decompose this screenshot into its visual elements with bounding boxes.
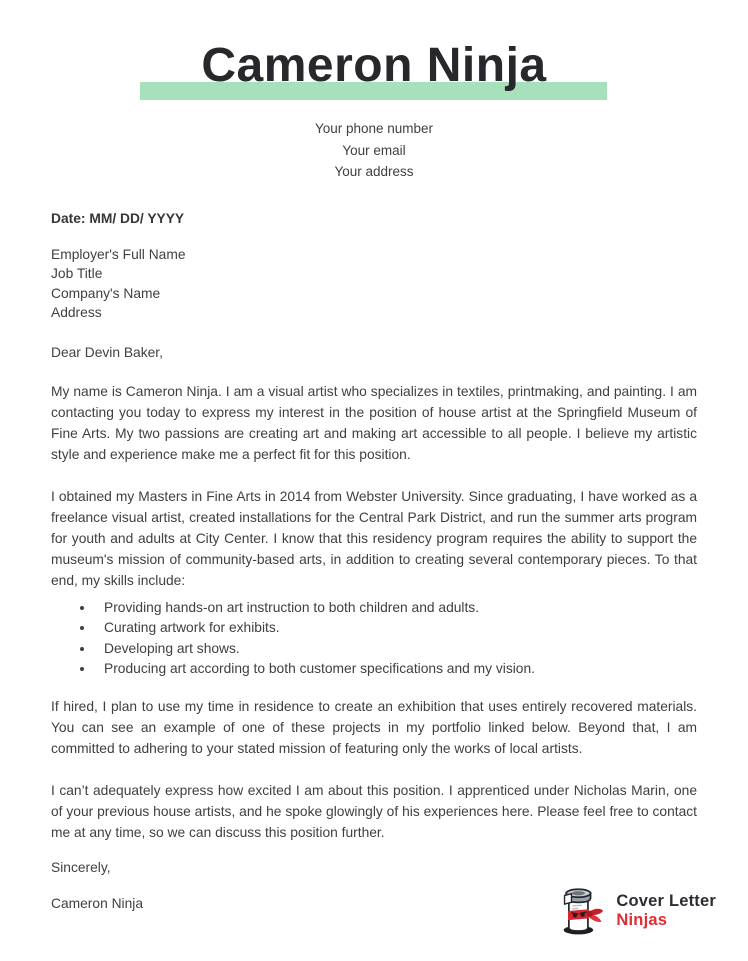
skill-item-3: • Developing art shows. (95, 639, 697, 660)
skills-list (51, 598, 697, 680)
letter-title: Cameron Ninja (201, 39, 547, 92)
logo-line2: Ninjas (616, 911, 668, 929)
paragraph-intro: My name is Cameron Ninja. I am a visual artist who specializes in textiles, printmaking, and painting. I am contacting you today to express my interest in the position of house artist at the Springfield Museum of Fine Arts. My two passions are creating art and making art accessible to all people. I believe my artistic style and experience make me a perfect fit for this position. (51, 383, 697, 462)
signature: Cameron Ninja (51, 895, 144, 911)
salutation: Dear Devin Baker, (51, 344, 163, 360)
recipient-employer-name: Employer's Full Name (51, 246, 186, 262)
letter-body (0, 211, 748, 914)
contact-address: Your address (334, 164, 414, 179)
skill-item-4: • Producing art according to both customer specifications and my vision. (95, 659, 697, 680)
logo-line1: Cover Letter (616, 892, 716, 910)
contact-phone: Your phone number (314, 121, 434, 136)
ninja-scroll-icon (555, 884, 607, 938)
brand-logo (555, 884, 716, 938)
recipient-address: Address (51, 305, 102, 320)
contact-email: Your email (342, 142, 406, 158)
closing: Sincerely, (51, 859, 111, 875)
paragraph-enthusiasm: I can’t adequately express how excited I am about this position. I apprenticed under Nicholas Marin, one of your previous house artists, and he spoke glowingly of his experiences here. Please feel free to contact me at any time, so we can discuss this position further. (51, 782, 697, 840)
recipient-job-title: Job Title (51, 266, 103, 281)
letter-header (0, 0, 748, 183)
recipient-company-name: Company's Name (51, 285, 161, 301)
skill-item-2: • Curating artwork for exhibits. (95, 618, 697, 639)
skill-item-1: • Providing hands-on art instruction to both children and adults. (95, 598, 697, 619)
contact-block (0, 118, 748, 183)
paragraph-plans: If hired, I plan to use my time in residence to create an exhibition that uses entirely recovered materials. You can see an example of one of these projects in my portfolio linked below. Beyond that, I am committed to adhering to your stated mission of featuring only the works of local artists. (51, 698, 697, 756)
brand-logo-text (616, 892, 716, 930)
recipient-block (51, 245, 697, 323)
paragraph-experience: I obtained my Masters in Fine Arts in 2014 from Webster University. Since graduating, I have worked as a freelance visual artist, created installations for the Central Park District, and run the summer arts program for youth and adults at City Center. I know that this residency program requires the ability to support the museum's mission of community-based arts, in addition to creating several contemporary pieces. To that end, my skills include: (51, 488, 697, 588)
date-line: Date: MM/ DD/ YYYY (51, 210, 185, 226)
